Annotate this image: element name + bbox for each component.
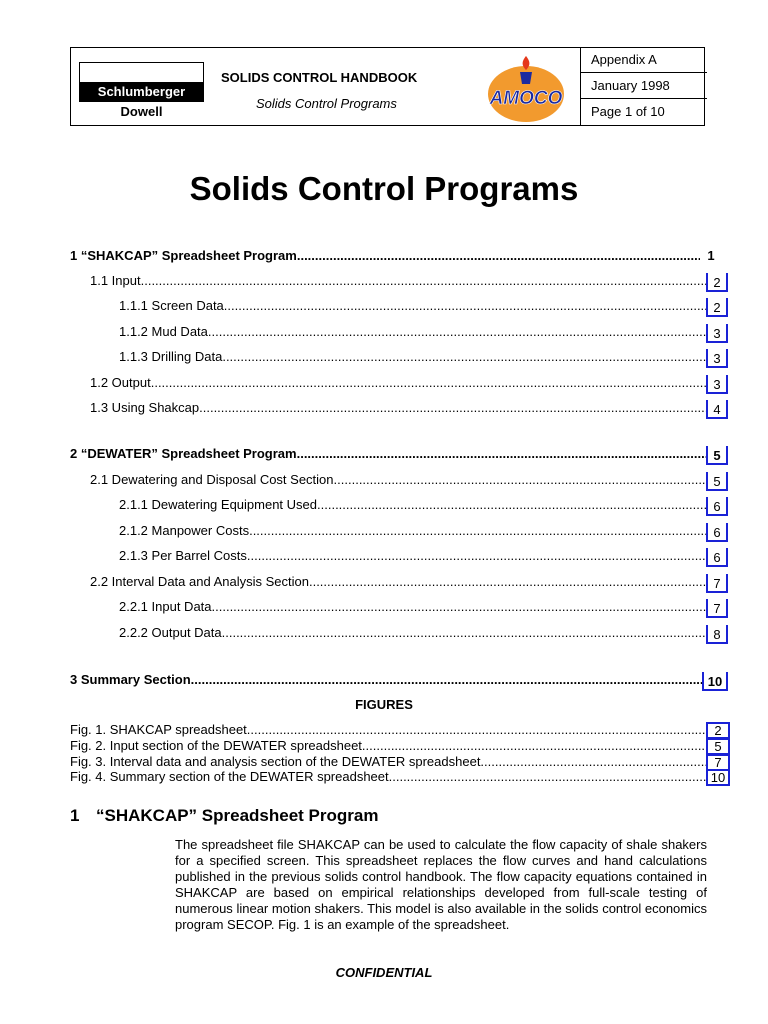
date-label: January 1998 (581, 73, 707, 99)
toc-label: 1.1 Input (90, 273, 141, 288)
toc-page-link[interactable]: 2 (706, 273, 728, 292)
toc-page-link[interactable]: 3 (706, 324, 728, 343)
toc-entry[interactable] (119, 497, 728, 516)
toc-page-link[interactable]: 3 (706, 349, 728, 368)
toc-entry[interactable] (70, 248, 722, 267)
toc-entry[interactable] (90, 375, 728, 394)
figure-label: Fig. 3. Interval data and analysis section of the DEWATER spreadsheet. (70, 754, 485, 769)
toc-page-link[interactable]: 7 (706, 574, 728, 593)
toc-entry[interactable] (119, 324, 728, 343)
toc-page-link[interactable]: 8 (706, 625, 728, 644)
toc-entry[interactable] (119, 599, 728, 618)
figure-entry[interactable] (70, 738, 730, 755)
toc-entry[interactable] (70, 446, 728, 465)
toc-page-link[interactable]: 10 (702, 672, 728, 691)
toc-entry[interactable] (119, 548, 728, 567)
toc-entry[interactable] (119, 523, 728, 542)
toc-label: 2.1.2 Manpower Costs (119, 523, 250, 538)
toc-page-link[interactable]: 5 (706, 472, 728, 491)
toc-page-link[interactable]: 5 (706, 446, 728, 465)
section-number: 1 (70, 806, 80, 825)
section-paragraph: The spreadsheet file SHAKCAP can be used to calculate the flow capacity of shale shakers for a specified screen. This spreadsheet replaces the flow curves and hand calculations published in the previous solids control handbook. The flow capacity equations contained in SHAKCAP are based on empirical relationships developed from full-scale testing of numerous linear motion shakers. This model is also available in the solids control economics program SECOP. Fig. 1 is an example of the spreadsheet. (175, 837, 707, 932)
toc-page-link[interactable]: 4 (706, 400, 728, 419)
toc-entry[interactable] (119, 349, 728, 368)
toc-label: 1.3 Using Shakcap (90, 400, 200, 415)
toc-label: 2.1.1 Dewatering Equipment Used (119, 497, 318, 512)
figure-label: Fig. 1. SHAKCAP spreadsheet. (70, 722, 251, 737)
handbook-subtitle: Solids Control Programs (256, 96, 397, 111)
toc-label: 3 Summary Section (70, 672, 191, 687)
header-box (70, 47, 705, 126)
section-title: “SHAKCAP” Spreadsheet Program (96, 806, 379, 825)
toc-entry[interactable] (90, 574, 728, 593)
figure-page-link[interactable]: 2 (706, 722, 730, 739)
toc-entry[interactable] (90, 273, 728, 292)
toc-label: 1.1.1 Screen Data (119, 298, 224, 313)
figures-heading: FIGURES (355, 697, 413, 712)
toc-page-link[interactable]: 6 (706, 548, 728, 567)
toc-label: 2.2.2 Output Data (119, 625, 222, 640)
toc-label: 1.1.2 Mud Data (119, 324, 208, 339)
toc-label: 1 “SHAKCAP” Spreadsheet Program (70, 248, 297, 263)
handbook-title: SOLIDS CONTROL HANDBOOK (221, 70, 418, 85)
toc-label: 2.2.1 Input Data (119, 599, 212, 614)
confidential-footer: CONFIDENTIAL (335, 965, 433, 980)
division-name: Dowell (120, 104, 163, 119)
page-label: Page 1 of 10 (591, 104, 665, 119)
appendix-label: Appendix A (581, 47, 707, 73)
toc-label: 1.2 Output (90, 375, 151, 390)
amoco-logo-icon (476, 52, 576, 124)
page-title: Solids Control Programs (189, 170, 579, 207)
toc-page-link[interactable]: 2 (706, 298, 728, 317)
toc-entry[interactable] (90, 472, 728, 491)
figure-entry[interactable] (70, 722, 730, 739)
toc-label: 2.1.3 Per Barrel Costs (119, 548, 247, 563)
figure-page-link[interactable]: 10 (706, 769, 730, 786)
company-name: Schlumberger (79, 82, 204, 102)
figure-page-link[interactable]: 5 (706, 738, 730, 755)
toc-page-link[interactable]: 3 (706, 375, 728, 394)
toc-label: 2 “DEWATER” Spreadsheet Program (70, 446, 297, 461)
figure-label: Fig. 4. Summary section of the DEWATER spreadsheet. (70, 769, 393, 784)
amoco-logo-text: AMOCO (489, 88, 563, 109)
toc-page: 1 (707, 248, 715, 263)
toc-label: 2.1 Dewatering and Disposal Cost Section (90, 472, 334, 487)
toc-entry[interactable] (119, 298, 728, 317)
toc-entry[interactable] (119, 625, 728, 644)
toc-label: 1.1.3 Drilling Data (119, 349, 223, 364)
toc-page-link[interactable]: 6 (706, 497, 728, 516)
toc-entry[interactable] (90, 400, 728, 419)
toc-label: 2.2 Interval Data and Analysis Section (90, 574, 309, 589)
figure-label: Fig. 2. Input section of the DEWATER spreadsheet. (70, 738, 366, 753)
toc-entry[interactable] (70, 672, 728, 691)
toc-page-link[interactable]: 7 (706, 599, 728, 618)
figure-entry[interactable] (70, 769, 730, 786)
toc-page-link[interactable]: 6 (706, 523, 728, 542)
schlumberger-logo (79, 62, 204, 119)
section-heading (70, 806, 378, 826)
figure-page-link[interactable]: 7 (706, 754, 730, 771)
header-meta (580, 47, 707, 126)
